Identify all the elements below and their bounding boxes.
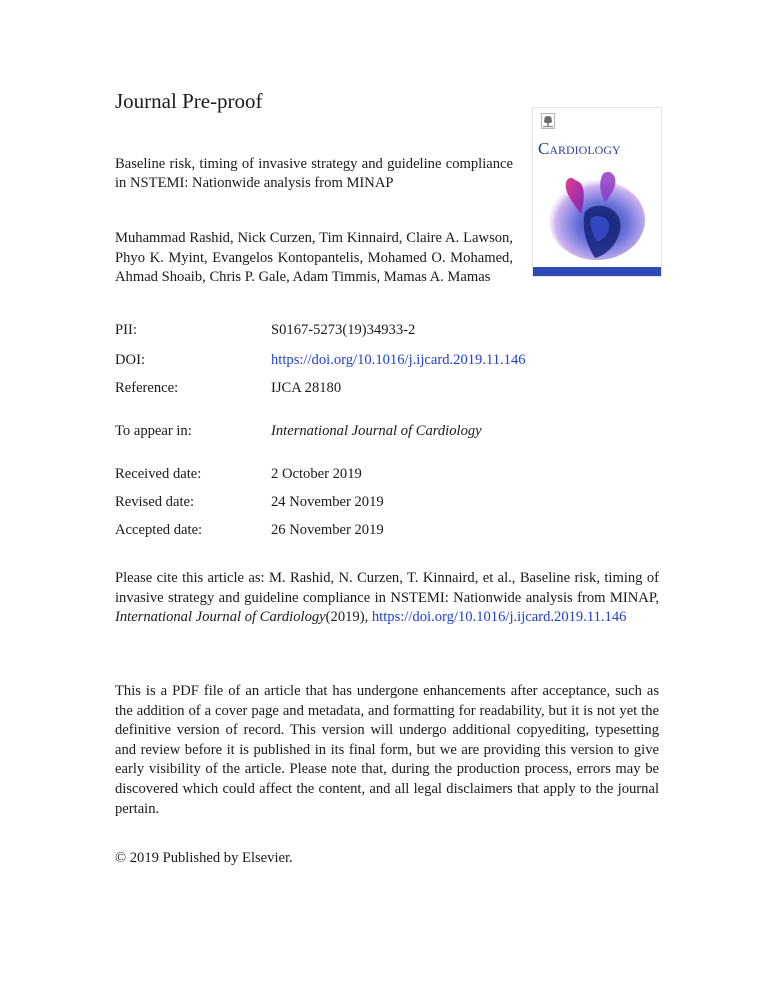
reference-value: IJCA 28180 [271,380,342,396]
pii-label: PII: [115,322,137,338]
doi-link[interactable]: https://doi.org/10.1016/j.ijcard.2019.11.146 [271,352,526,368]
accepted-label: Accepted date: [115,522,203,538]
cover-journal-small-label [571,118,572,123]
page-heading: Journal Pre-proof [115,89,263,113]
citation-text: Please cite this article as: M. Rashid, N. Curzen, T. Kinnaird, et al., Baseline risk, timing of invasive strategy and guideline compliance in NSTEMI: Nationwide analysis from MINAP, [115,570,659,606]
citation-year: (2019), [325,609,372,625]
author-list: Muhammad Rashid, Nick Curzen, Tim Kinnaird, Claire A. Lawson, Phyo K. Myint, Evangelos Kontopantelis, Mohamed O. Mohamed, Ahmad Shoaib, Chris P. Gale, Adam Timmis, Mamas A. Mamas [115,230,513,285]
article-title: Baseline risk, timing of invasive strategy and guideline compliance in NSTEMI: Nationwide analysis from MINAP [115,156,513,191]
elsevier-tree-logo-icon [541,113,555,129]
journal-name: International Journal of Cardiology [271,423,482,439]
journal-cover-image [533,108,661,276]
citation-journal: International Journal of Cardiology [115,609,326,625]
cover-band-text [539,269,540,273]
received-date: 2 October 2019 [271,466,362,482]
cover-journal-title: Cardiology [538,139,621,158]
reference-label: Reference: [115,380,179,396]
heart-illustration-icon [533,162,661,266]
pre-proof-notice: This is a PDF file of an article that has undergone enhancements after acceptance, such as the addition of a cover page and metadata, and formatting for readability, but it is not yet the definitive version of record. This version will undergo additional copyediting, typesetting and review before it is published in its final form, but we are providing this version to give early visibility of the article. Please note that, during the production process, errors may be discovered which could affect the content, and all legal disclaimers that apply to the journal pertain. [115,683,659,817]
received-label: Received date: [115,466,202,482]
revised-date: 24 November 2019 [271,494,384,510]
accepted-date: 26 November 2019 [271,522,384,538]
citation-doi-link[interactable]: https://doi.org/10.1016/j.ijcard.2019.11.146 [371,609,627,625]
pii-value: S0167-5273(19)34933-2 [271,322,416,338]
revised-label: Revised date: [115,494,195,510]
to-appear-label: To appear in: [115,423,192,439]
doi-label: DOI: [115,352,145,368]
cover-bottom-band [533,267,661,276]
copyright-notice: © 2019 Published by Elsevier. [115,850,293,866]
citation-paragraph [115,569,659,628]
